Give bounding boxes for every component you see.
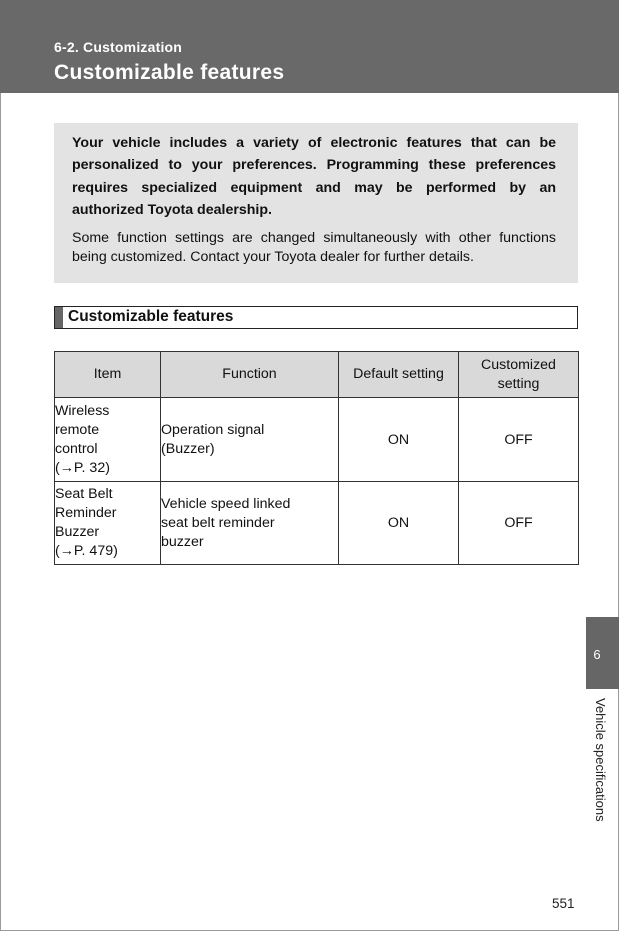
intro-box	[54, 123, 578, 283]
customized-setting-label: Customized setting	[481, 356, 556, 392]
table-header-row	[55, 352, 579, 398]
cell-default-setting: ON	[339, 398, 459, 482]
function-text: Operation signal (Buzzer)	[161, 421, 265, 457]
chapter-side-tab	[586, 617, 619, 689]
column-header-item: Item	[55, 352, 161, 398]
page-title: Customizable features	[54, 61, 285, 84]
cell-default-setting: ON	[339, 482, 459, 565]
page-reference: (→P. 479)	[55, 543, 118, 559]
cell-customized-setting: OFF	[459, 482, 579, 565]
cell-function	[161, 482, 339, 565]
chapter-header	[0, 0, 619, 93]
cell-function	[161, 398, 339, 482]
page-number: 551	[552, 896, 575, 911]
table-row	[55, 482, 579, 565]
subheading-text: Customizable features	[68, 308, 234, 325]
cell-item	[55, 482, 161, 565]
page-reference: (→P. 32)	[55, 459, 110, 476]
intro-bold-text: Your vehicle includes a variety of electronic features that can be personalized to your preferences. Programming these preferences requires specialized equipment and may be performed by an authorized Toyota dealership.	[72, 135, 556, 218]
item-name: Wireless remote control	[55, 402, 110, 457]
column-header-function: Function	[161, 352, 339, 398]
column-header-default-setting: Default setting	[339, 352, 459, 398]
subheading-marker-bar	[55, 307, 63, 328]
intro-normal-text: Some function settings are changed simultaneously with other functions being customized. Contact your Toyota dealer for further details.	[72, 230, 556, 266]
table-row	[55, 398, 579, 482]
customizable-features-table	[54, 351, 579, 565]
chapter-number: 6	[593, 647, 601, 662]
column-header-customized-setting	[459, 352, 579, 398]
section-number: 6-2. Customization	[54, 39, 183, 55]
section-subheading	[54, 306, 578, 329]
function-text: Vehicle speed linked seat belt reminder buzzer	[161, 495, 291, 550]
chapter-side-label: Vehicle specifications	[593, 698, 608, 822]
cell-customized-setting: OFF	[459, 398, 579, 482]
cell-item	[55, 398, 161, 482]
item-name: Seat Belt Reminder Buzzer	[55, 486, 117, 540]
